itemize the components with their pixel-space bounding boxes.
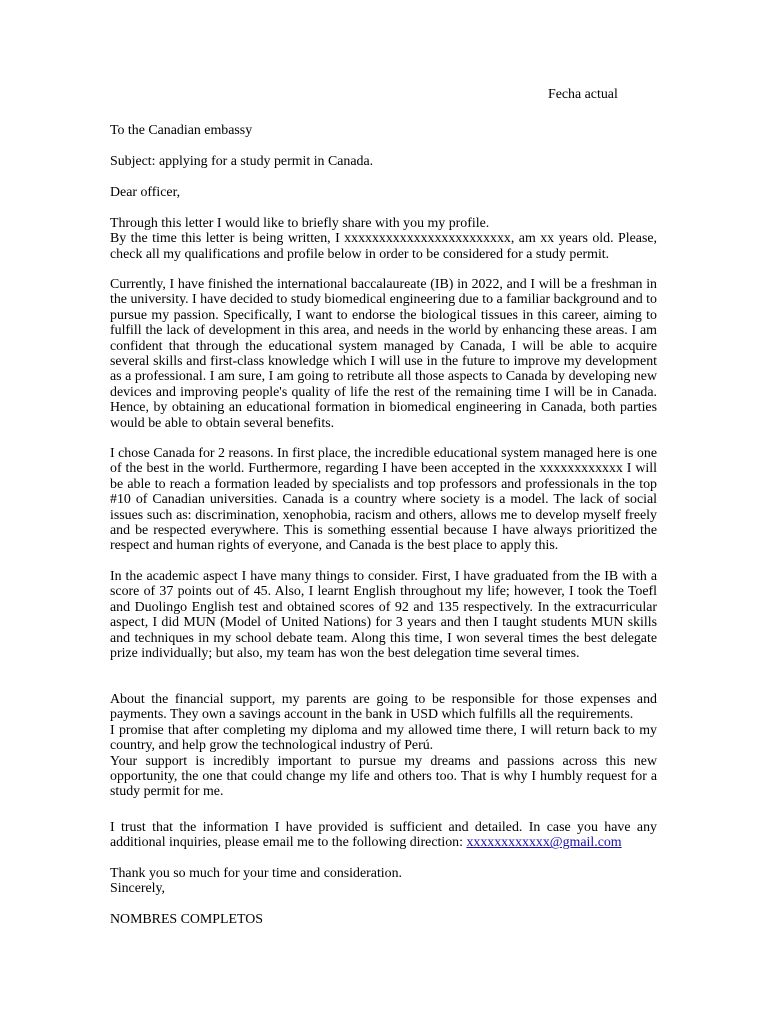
closing-line: Sincerely, [110,881,166,897]
closing-block [110,866,657,897]
trust-text: I trust that the information I have provided is sufficient and detailed. In case you have any additional inquiries, please email me to the following direction: [110,820,657,851]
letter-date: Fecha actual [548,87,618,102]
paragraph-canada: I chose Canada for 2 reasons. In first place, the incredible educational system managed here is one of the best in the world. Furthermore, regarding I have been accepted in the xxxxxxxxxxxx I will be able to reach a formation leaded by specialists and top professors and professionals in the top #10 of Canadian universities. Canada is a country where society is a model. The lack of social issues such as: discrimination, xenophobia, racism and others, allows me to develop myself freely and be respected everywhere. This is something essential because I have always prioritized the respect and human rights of everyone, and Canada is the best place to apply this. [110,446,657,554]
paragraph-promise: I promise that after completing my diploma and my allowed time there, I will return back to my country, and help grow the technological industry of Perú. [110,722,657,754]
paragraph-intro [110,216,657,262]
paragraph-academic: In the academic aspect I have many things to consider. First, I have graduated from the IB with a score of 37 points out of 45. Also, I learnt English throughout my life; however, I took the Toefl and Duolingo English test and obtained scores of 92 and 135 respectively. In the extracurricular aspect, I did MUN (Model of United Nations) for 3 years and then I taught students MUN skills and techniques in my school debate team. Along this time, I won several times the best delegate prize individually; but also, my team has won the best delegation time several times. [110,569,657,662]
intro-line-2: By the time this letter is being written, I xxxxxxxxxxxxxxxxxxxxxxxx, am xx years old. Please, check all my qualifications and profile below in order to be considered for a study permit. [110,231,657,262]
paragraph-financial-group [110,692,657,800]
paragraph-support: Your support is incredibly important to pursue my dreams and passions across this new opportunity, the one that could change my life and others too. That is why I humbly request for a study permit for me. [110,753,657,800]
paragraph-financial: About the financial support, my parents are going to be responsible for those expenses and payments. They own a savings account in the bank in USD which fulfills all the requirements. [110,692,657,723]
letter-subject: Subject: applying for a study permit in Canada. [110,154,374,169]
intro-line-1: Through this letter I would like to briefly share with you my profile. [110,216,490,231]
letter-salutation: Dear officer, [110,185,181,200]
thanks-line: Thank you so much for your time and consideration. [110,866,403,881]
paragraph-trust [110,820,657,851]
email-link[interactable]: xxxxxxxxxxxx@gmail.com [466,835,622,851]
signature: NOMBRES COMPLETOS [110,912,263,927]
letter-recipient: To the Canadian embassy [110,123,253,138]
paragraph-studies: Currently, I have finished the international baccalaureate (IB) in 2022, and I will be a freshman in the university. I have decided to study biomedical engineering due to a familiar background and to pursue my passion. Specifically, I want to endorse the biological tissues in this career, aiming to fulfill the lack of development in this area, and needs in the world by enhancing these areas. I am confident that through the educational system managed by Canada, I will be able to acquire several skills and first-class knowledge which I will use in the future to improve my development as a professional. I am sure, I am going to retribute all those aspects to Canada by developing new devices and improving people's quality of life the rest of the remaining time I will be in Canada. Hence, by obtaining an educational formation in biomedical engineering in Canada, both parties would be able to obtain several benefits. [110,277,657,431]
